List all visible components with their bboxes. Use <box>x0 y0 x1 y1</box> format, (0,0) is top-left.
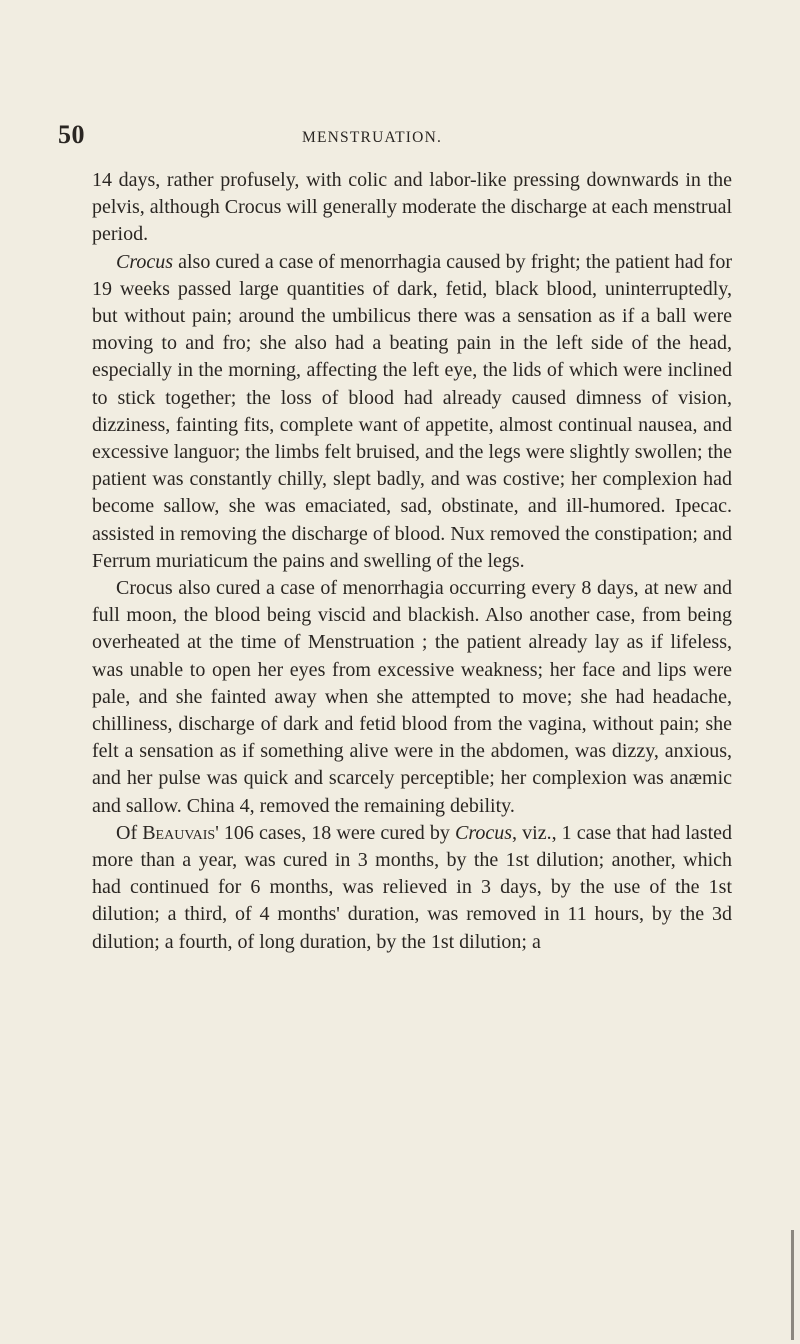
paragraph-2-text: also cured a case of menorrhagia caused by fright; the patient had for 19 weeks passed large quantities of dark, fetid, black blood, uninterruptedly, but without pain; around the umbilicus there was a sensation as if a ball were moving to and fro; she also had a beating pain in the left side of the head, especially in the morning, affecting the left eye, the lids of which were inclined to stick together; the loss of blood had already caused dimness of vision, dizziness, fainting fits, complete want of appetite, almost continual nausea, and excessive languor; the limbs felt bruised, and the legs were slightly swollen; the patient was constantly chilly, slept badly, and was costive; her complexion had become sallow, she was emaciated, sad, obstinate, and ill-humored. Ipecac. assisted in removing the discharge of blood. Nux removed the constipation; and Ferrum muriaticum the pains and swelling of the legs. <box>92 250 732 572</box>
paragraph-4-mid: ' 106 cases, 18 were cured by <box>215 821 455 844</box>
paragraph-2-lead: Crocus <box>116 250 174 273</box>
paragraph-3-text: Crocus also cured a case of menorrhagia occurring every 8 days, at new and full moon, the blood being viscid and blackish. Also another case, from being overheated at the time of Menstruation ; the patient already lay as if lifeless, was unable to open her eyes from excessive weakness; her face and lips were pale, and she fainted away when she attempted to move; she had headache, chilliness, discharge of dark and fetid blood from the vagina, without pain; she felt a sensation as if something alive were in the abdomen, was dizzy, anxious, and her pulse was quick and scarcely perceptible; her complexion was anæmic and sallow. China 4, removed the remaining debility. <box>92 577 732 817</box>
paragraph-2 <box>92 249 732 575</box>
author-name: Beauvais <box>142 821 216 844</box>
paragraph-3 <box>92 575 732 820</box>
running-title: MENSTRUATION. <box>302 129 443 146</box>
paragraph-1 <box>92 167 732 249</box>
paragraph-4-pre: Of <box>116 821 143 844</box>
paragraph-4 <box>92 820 732 956</box>
body-text <box>92 167 732 956</box>
page-number: 50 <box>58 120 85 149</box>
paragraph-4-text: , viz., 1 case that had lasted more than a year, was cured in 3 months, by the 1st dilution; another, which had continued for 6 months, was relieved in 3 days, by the use of the 1st dilution; a third, of 4 months' duration, was removed in 11 hours, by the 3d dilution; a fourth, of long duration, by the 1st dilution; a <box>92 821 732 953</box>
page-edge-shadow <box>791 1230 794 1340</box>
paragraph-1-text: 14 days, rather profusely, with colic and labor-like pressing downwards in the pelvis, although Crocus will generally moderate the discharge at each menstrual period. <box>92 169 732 246</box>
remedy-name: Crocus <box>454 821 513 844</box>
